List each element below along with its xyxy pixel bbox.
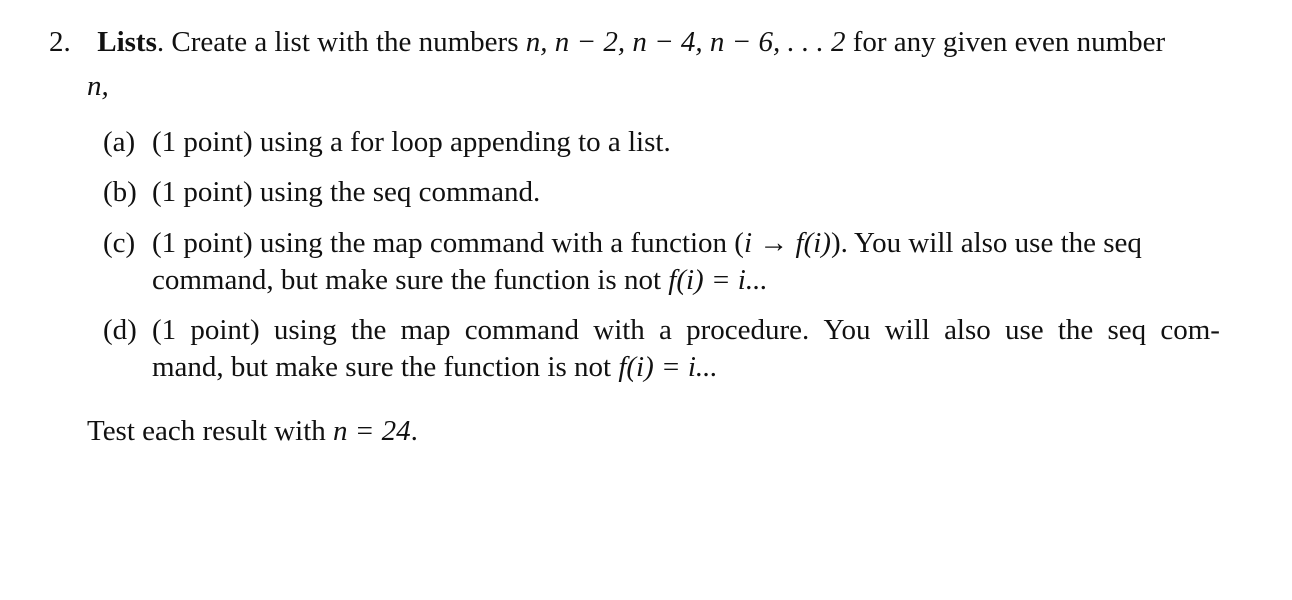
part-d-line-1	[152, 312, 1220, 348]
problem-intro-math: n, n − 2, n − 4, n − 6, . . . 2	[525, 26, 846, 58]
part-b-text: (1 point) using the seq command.	[152, 176, 541, 208]
problem-intro-continuation: n,	[87, 70, 109, 102]
test-instruction	[87, 413, 418, 449]
part-d-word: the	[350, 314, 387, 346]
part-d-word: will	[884, 314, 930, 346]
part-d-line-2-a: mand, but make sure the function is not	[152, 351, 619, 383]
problem-number: 2.	[49, 26, 71, 58]
part-d-line-2	[152, 349, 718, 385]
test-instruction-math: n = 24	[333, 415, 411, 447]
part-a-text: (1 point) using a for loop appending to a list.	[152, 126, 671, 158]
part-c-line-1	[152, 225, 1142, 261]
test-instruction-text: Test each result with	[87, 415, 334, 447]
part-d-word: command	[464, 314, 580, 346]
part-c-line-1-b: ). You will also use the seq	[830, 227, 1142, 259]
problem-intro-tail: for any given even number	[845, 26, 1166, 58]
part-d-word: procedure.	[686, 314, 810, 346]
part-d-word: using	[273, 314, 337, 346]
problem-title: Lists	[97, 26, 157, 58]
part-d-line-2-math: f(i) = i	[618, 351, 696, 383]
part-d-line-2-b: ...	[695, 351, 718, 383]
part-c-line-1-math: i → f(i)	[743, 227, 831, 259]
part-d-word: seq	[1107, 314, 1147, 346]
part-d-word: point)	[190, 314, 260, 346]
part-c-line-2	[152, 262, 768, 298]
part-c-label: (c)	[103, 227, 136, 259]
part-d-word: use	[1004, 314, 1044, 346]
part-d-word: with	[593, 314, 645, 346]
part-c-line-2-a: command, but make sure the function is not	[152, 264, 669, 296]
part-c-line-2-b: ...	[745, 264, 768, 296]
part-d-word: (1	[152, 314, 177, 346]
problem-heading	[49, 24, 1165, 60]
problem-intro-text: . Create a list with the numbers	[156, 26, 526, 58]
part-d-word: a	[659, 314, 672, 346]
part-d-word: also	[944, 314, 991, 346]
part-c-line-2-math: f(i) = i	[668, 264, 746, 296]
part-c-line-1-a: (1 point) using the map command with a function (	[152, 227, 744, 259]
part-d-label: (d)	[103, 314, 137, 346]
part-b-label: (b)	[103, 176, 137, 208]
part-d-word: You	[823, 314, 871, 346]
part-d-word: com-	[1160, 314, 1220, 346]
part-a-label: (a)	[103, 126, 136, 158]
test-instruction-tail: .	[410, 415, 418, 447]
part-d-word: map	[400, 314, 451, 346]
part-d-word: the	[1057, 314, 1094, 346]
